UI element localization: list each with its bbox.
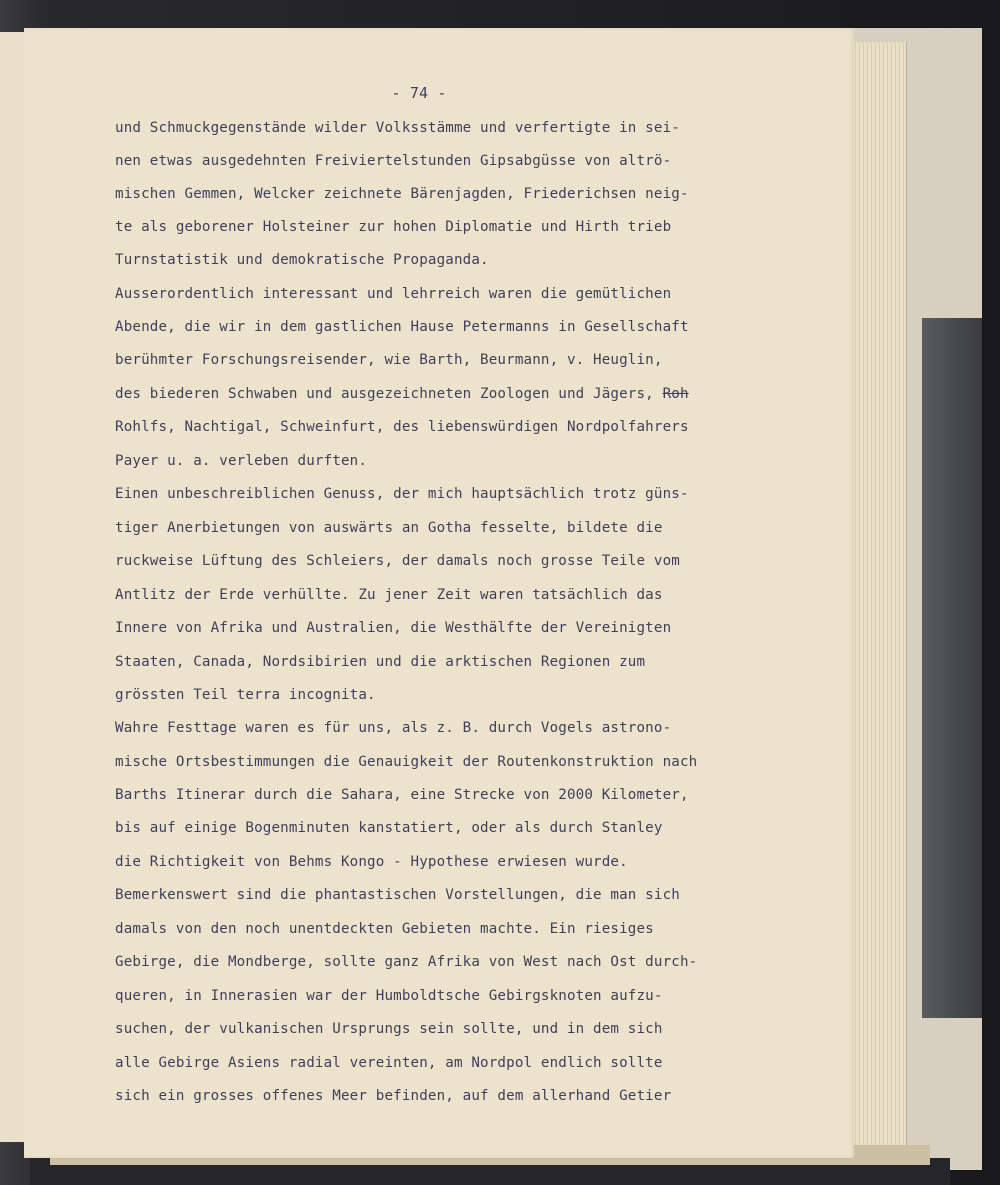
text-line: grössten Teil terra incognita. — [115, 687, 376, 703]
text-line: Abende, die wir in dem gastlichen Hause Petermanns in Gesellschaft — [115, 319, 689, 335]
text-line: Wahre Festtage waren es für uns, als z. B. durch Vogels astrono- — [115, 720, 672, 736]
text-line: mischen Gemmen, Welcker zeichnete Bärenjagden, Friederichsen neig- — [115, 186, 689, 202]
text-line: bis auf einige Bogenminuten kanstatiert, oder als durch Stanley — [115, 820, 663, 836]
text-line: berühmter Forschungsreisender, wie Barth, Beurmann, v. Heuglin, — [115, 352, 663, 368]
text-line: des biederen Schwaben und ausgezeichneten Zoologen und Jägers, — [115, 386, 654, 402]
text-line: queren, in Innerasien war der Humboldtsche Gebirgsknoten aufzu- — [115, 988, 663, 1004]
text-line: Payer u. a. verleben durften. — [115, 453, 368, 469]
text-line: damals von den noch unentdeckten Gebieten machte. Ein riesiges — [115, 921, 654, 937]
text-line: und Schmuckgegenstände wilder Volksstämme und verfertigte in sei- — [115, 120, 680, 136]
text-line: sich ein grosses offenes Meer befinden, auf dem allerhand Getier — [115, 1088, 672, 1104]
text-line: Rohlfs, Nachtigal, Schweinfurt, des liebenswürdigen Nordpolfahrers — [115, 419, 689, 435]
text-line: Ausserordentlich interessant und lehrreich waren die gemütlichen — [115, 286, 672, 302]
text-line: nen etwas ausgedehnten Freiviertelstunden Gipsabgüsse von altrö- — [115, 153, 672, 169]
text-line: Barths Itinerar durch die Sahara, eine Strecke von 2000 Kilometer, — [115, 787, 689, 803]
text-line: Staaten, Canada, Nordsibirien und die arktischen Regionen zum — [115, 654, 646, 670]
text-line: tiger Anerbietungen von auswärts an Gotha fesselte, bildete die — [115, 520, 663, 536]
text-line: Turnstatistik und demokratische Propaganda. — [115, 252, 489, 268]
text-line: mische Ortsbestimmungen die Genauigkeit der Routenkonstruktion nach — [115, 754, 698, 770]
text-line: ruckweise Lüftung des Schleiers, der damals noch grosse Teile vom — [115, 553, 680, 569]
left-page-edge — [0, 32, 27, 1142]
text-line: alle Gebirge Asiens radial vereinten, am Nordpol endlich sollte — [115, 1055, 663, 1071]
text-line: Gebirge, die Mondberge, sollte ganz Afrika von West nach Ost durch- — [115, 954, 698, 970]
text-line-with-strike — [115, 384, 689, 404]
struck-word: Roh — [662, 386, 689, 402]
typescript-text — [24, 28, 854, 1158]
text-line: Einen unbeschreiblichen Genuss, der mich hauptsächlich trotz güns- — [115, 486, 689, 502]
text-line: Innere von Afrika und Australien, die Westhälfte der Vereinigten — [115, 620, 672, 636]
text-line: te als geborener Holsteiner zur hohen Diplomatie und Hirth trieb — [115, 219, 672, 235]
page-number: - 74 - — [391, 84, 447, 102]
text-line: Bemerkenswert sind die phantastischen Vorstellungen, die man sich — [115, 887, 680, 903]
text-line: Antlitz der Erde verhüllte. Zu jener Zeit waren tatsächlich das — [115, 587, 663, 603]
text-line: die Richtigkeit von Behms Kongo - Hypothese erwiesen wurde. — [115, 854, 628, 870]
cover-strap — [922, 318, 982, 1018]
text-line: suchen, der vulkanischen Ursprungs sein sollte, und in dem sich — [115, 1021, 663, 1037]
typescript-page — [24, 28, 854, 1158]
